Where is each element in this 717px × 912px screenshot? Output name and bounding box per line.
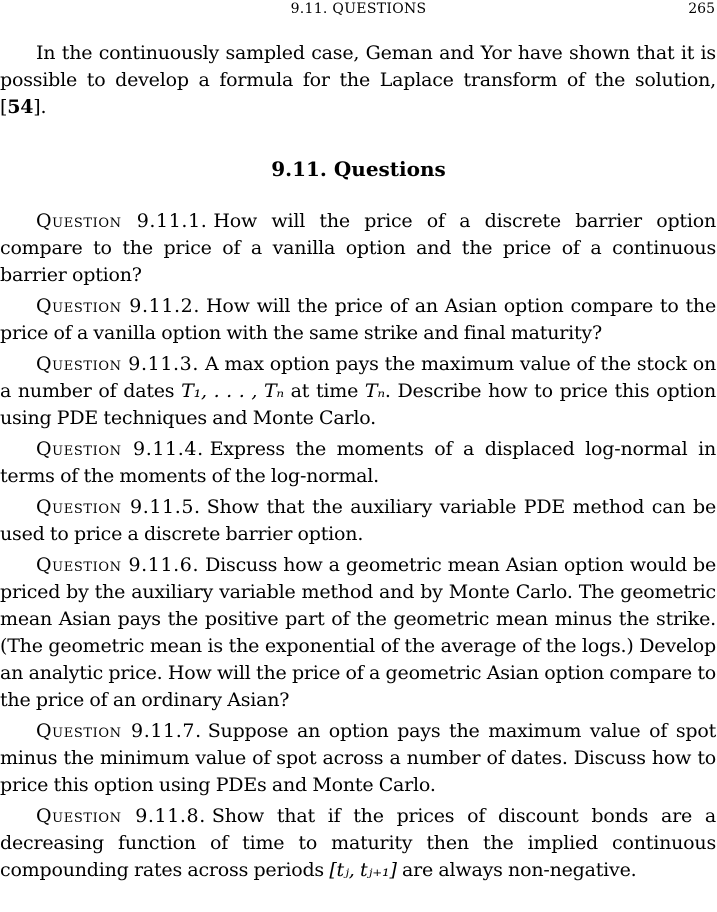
question-text: Express the moments of a displaced log-normal in terms of the moments of the log-normal.: [0, 438, 717, 487]
question-text: Show that if the prices of discount bonds are a decreasing function of time to maturity then the implied continuous compounding rates across periods: [0, 805, 717, 881]
question-label: Question 9.11.8.: [36, 805, 206, 827]
question-text: How will the price of an Asian option compare to the price of a vanilla option with the same strike and final maturity?: [0, 295, 717, 344]
question-label: Question 9.11.1.: [36, 210, 208, 232]
section-heading: 9.11. Questions: [271, 157, 446, 181]
math-period-interval: [tⱼ, tⱼ₊₁]: [329, 859, 397, 881]
running-header-section-title: 9.11. QUESTIONS: [290, 1, 427, 17]
intro-paragraph: [0, 40, 716, 121]
question-9-11-5: [0, 494, 716, 548]
question-9-11-6: [0, 552, 716, 714]
question-text: Discuss how a geometric mean Asian option would be priced by the auxiliary variable method and by Monte Carlo. The geometric mean Asian pays the positive part of the geometric mean minus the strike. (The geometric mean is the exponential of the average of the logs.) Develop an analytic price. How will the price of a geometric Asian option compare to the price of an ordinary Asian?: [0, 554, 717, 711]
intro-text-end: ].: [33, 96, 47, 118]
question-label: Question 9.11.2.: [36, 295, 200, 317]
question-9-11-7: [0, 718, 716, 799]
page-number: 265: [688, 1, 715, 17]
running-header: [0, 0, 717, 22]
question-text: at time: [283, 380, 365, 402]
question-9-11-1: [0, 208, 716, 289]
question-9-11-2: [0, 293, 716, 347]
questions-list: [0, 208, 716, 888]
question-9-11-3: [0, 351, 716, 432]
question-label: Question 9.11.6.: [36, 554, 200, 576]
question-text: are always non-negative.: [396, 859, 637, 881]
question-label: Question 9.11.5.: [36, 496, 201, 518]
question-text: How will the price of a discrete barrier option compare to the price of a vanilla option and the price of a continuous barrier option?: [0, 210, 716, 286]
intro-paragraph-block: [0, 40, 716, 121]
math-final-date: Tₙ: [364, 380, 385, 402]
question-9-11-4: [0, 436, 716, 490]
question-text: Show that the auxiliary variable PDE method can be used to price a discrete barrier option.: [0, 496, 716, 545]
question-label: Question 9.11.4.: [36, 438, 204, 460]
intro-text: In the continuously sampled case, Geman and Yor have shown that it is possible to develop a formula for the Laplace transform of the solution, [: [0, 42, 716, 118]
citation-reference: 54: [7, 96, 34, 118]
question-9-11-8: [0, 803, 716, 884]
question-label: Question 9.11.3.: [36, 353, 199, 375]
question-label: Question 9.11.7.: [36, 720, 202, 742]
question-text: . Describe how to price this option using PDE techniques and Monte Carlo.: [0, 380, 716, 429]
question-text: A max option pays the maximum value of the stock on a number of dates: [0, 353, 717, 402]
math-dates-sequence: T₁, . . . , Tₙ: [181, 380, 284, 402]
question-text: Suppose an option pays the maximum value of spot minus the minimum value of spot across a number of dates. Discuss how to price this option using PDEs and Monte Carlo.: [0, 720, 717, 796]
